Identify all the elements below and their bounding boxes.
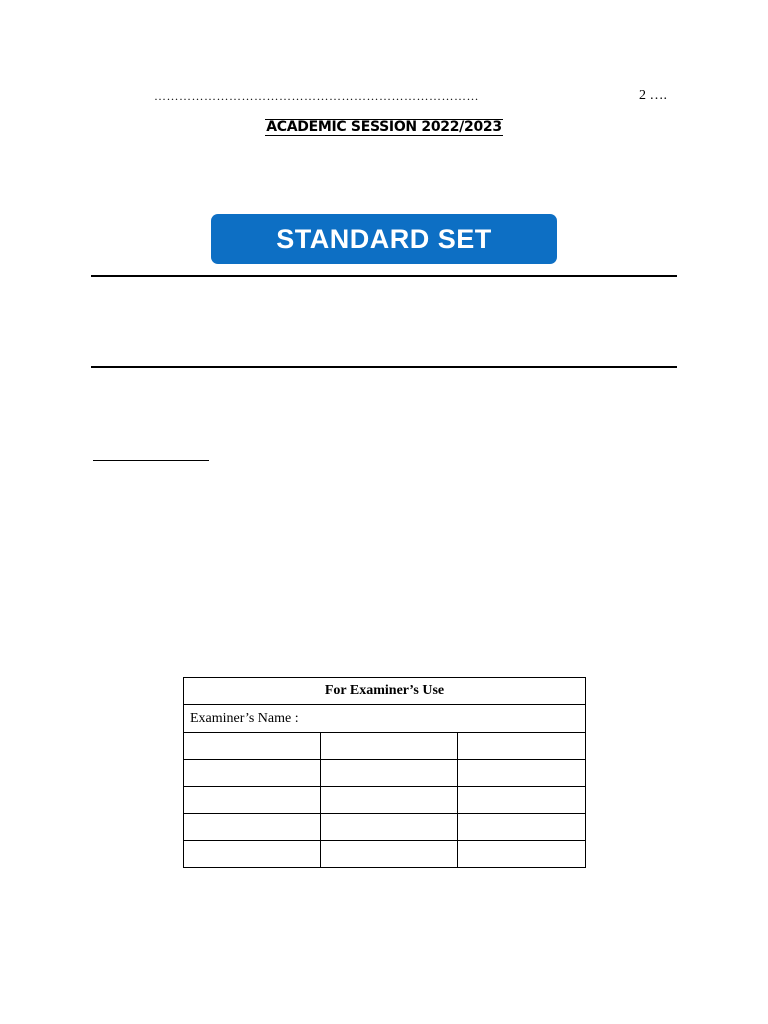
examiner-table-title-row xyxy=(184,678,586,705)
examiner-use-table xyxy=(183,677,586,868)
table-cell xyxy=(321,841,458,868)
header-dotted-line: …………………………………………………………………… xyxy=(154,89,479,103)
table-cell xyxy=(458,814,586,841)
examiner-table-title: For Examiner’s Use xyxy=(184,678,586,705)
table-row xyxy=(184,760,586,787)
examiner-name-row xyxy=(184,705,586,733)
table-cell xyxy=(458,787,586,814)
session-heading-text: ACADEMIC SESSION 2022/2023 xyxy=(266,119,502,135)
table-row xyxy=(184,787,586,814)
table-cell xyxy=(458,760,586,787)
page-number: 2 …. xyxy=(639,88,667,103)
table-cell xyxy=(184,760,321,787)
top-divider xyxy=(91,275,677,277)
bottom-divider xyxy=(91,366,677,368)
table-cell xyxy=(321,733,458,760)
table-cell xyxy=(184,733,321,760)
table-cell xyxy=(184,841,321,868)
table-cell xyxy=(321,787,458,814)
table-cell xyxy=(458,733,586,760)
session-heading xyxy=(0,119,768,136)
standard-set-banner: STANDARD SET xyxy=(211,214,557,264)
table-row xyxy=(184,841,586,868)
table-row xyxy=(184,733,586,760)
table-cell xyxy=(458,841,586,868)
table-row xyxy=(184,814,586,841)
table-cell xyxy=(321,814,458,841)
short-underline xyxy=(93,460,209,461)
table-cell xyxy=(184,814,321,841)
table-cell xyxy=(321,760,458,787)
examiner-name-label: Examiner’s Name : xyxy=(184,705,586,733)
table-cell xyxy=(184,787,321,814)
